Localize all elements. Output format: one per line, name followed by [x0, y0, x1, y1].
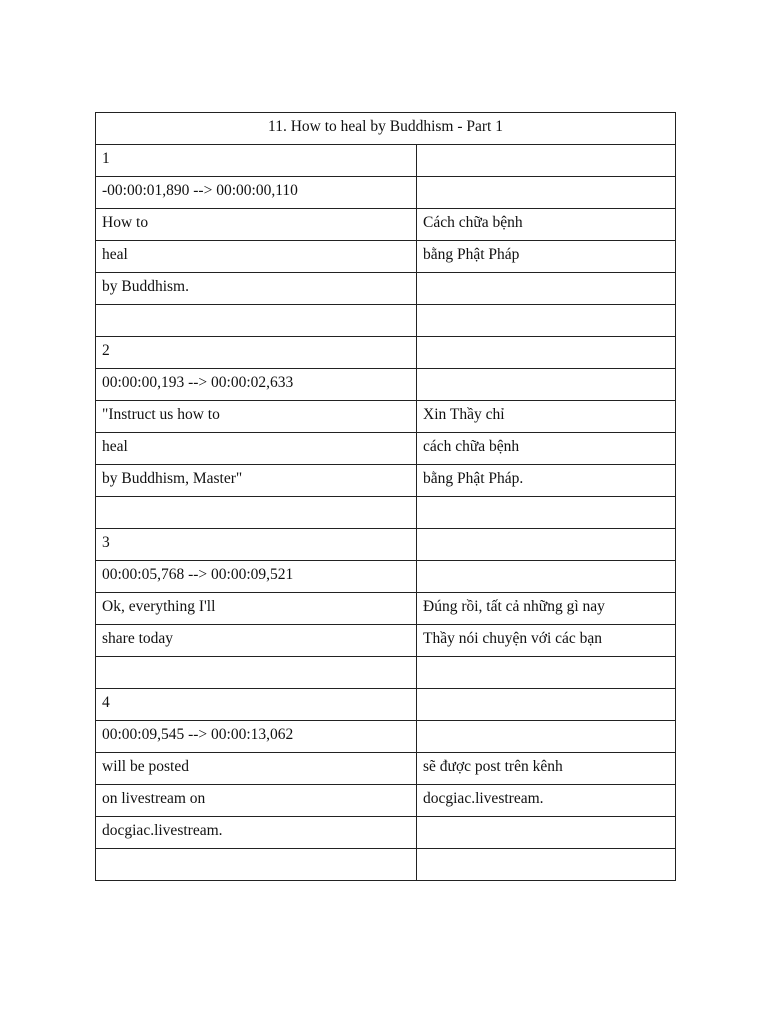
english-cell: heal — [96, 241, 417, 273]
vietnamese-cell — [417, 145, 676, 177]
table-row — [96, 849, 676, 881]
english-cell: docgiac.livestream. — [96, 817, 417, 849]
subtitle-table — [95, 112, 676, 881]
table-row — [96, 369, 676, 401]
table-row — [96, 305, 676, 337]
table-row — [96, 209, 676, 241]
table-row — [96, 337, 676, 369]
english-cell: Ok, everything I'll — [96, 593, 417, 625]
vietnamese-cell: Xin Thầy chỉ — [417, 401, 676, 433]
vietnamese-cell: bằng Phật Pháp. — [417, 465, 676, 497]
table-row — [96, 689, 676, 721]
table-row — [96, 529, 676, 561]
table-row — [96, 241, 676, 273]
table-row — [96, 465, 676, 497]
english-cell: share today — [96, 625, 417, 657]
table-row — [96, 753, 676, 785]
vietnamese-cell — [417, 817, 676, 849]
vietnamese-cell — [417, 273, 676, 305]
table-row — [96, 785, 676, 817]
english-cell — [96, 305, 417, 337]
english-cell: will be posted — [96, 753, 417, 785]
english-cell: 3 — [96, 529, 417, 561]
english-cell: 00:00:00,193 --> 00:00:02,633 — [96, 369, 417, 401]
english-cell — [96, 657, 417, 689]
title-row — [96, 113, 676, 145]
table-row — [96, 497, 676, 529]
table-row — [96, 817, 676, 849]
vietnamese-cell: Đúng rồi, tất cả những gì nay — [417, 593, 676, 625]
english-cell: 4 — [96, 689, 417, 721]
vietnamese-cell — [417, 529, 676, 561]
english-cell: "Instruct us how to — [96, 401, 417, 433]
english-cell — [96, 497, 417, 529]
vietnamese-cell — [417, 369, 676, 401]
table-row — [96, 145, 676, 177]
vietnamese-cell: docgiac.livestream. — [417, 785, 676, 817]
vietnamese-cell — [417, 497, 676, 529]
vietnamese-cell — [417, 561, 676, 593]
vietnamese-cell — [417, 689, 676, 721]
english-cell: on livestream on — [96, 785, 417, 817]
vietnamese-cell: Thầy nói chuyện với các bạn — [417, 625, 676, 657]
table-row — [96, 721, 676, 753]
english-cell: -00:00:01,890 --> 00:00:00,110 — [96, 177, 417, 209]
vietnamese-cell — [417, 721, 676, 753]
table-row — [96, 433, 676, 465]
english-cell: 00:00:05,768 --> 00:00:09,521 — [96, 561, 417, 593]
vietnamese-cell — [417, 849, 676, 881]
english-cell: 1 — [96, 145, 417, 177]
vietnamese-cell — [417, 337, 676, 369]
english-cell: by Buddhism. — [96, 273, 417, 305]
vietnamese-cell — [417, 657, 676, 689]
english-cell: How to — [96, 209, 417, 241]
english-cell: heal — [96, 433, 417, 465]
vietnamese-cell: cách chữa bệnh — [417, 433, 676, 465]
table-row — [96, 561, 676, 593]
table-row — [96, 401, 676, 433]
table-row — [96, 625, 676, 657]
table-row — [96, 657, 676, 689]
vietnamese-cell: sẽ được post trên kênh — [417, 753, 676, 785]
english-cell: 00:00:09,545 --> 00:00:13,062 — [96, 721, 417, 753]
english-cell — [96, 849, 417, 881]
english-cell: 2 — [96, 337, 417, 369]
table-row — [96, 593, 676, 625]
vietnamese-cell: Cách chữa bệnh — [417, 209, 676, 241]
document-title: 11. How to heal by Buddhism - Part 1 — [96, 113, 676, 145]
table-row — [96, 273, 676, 305]
english-cell: by Buddhism, Master" — [96, 465, 417, 497]
vietnamese-cell — [417, 305, 676, 337]
table-row — [96, 177, 676, 209]
vietnamese-cell: bằng Phật Pháp — [417, 241, 676, 273]
vietnamese-cell — [417, 177, 676, 209]
